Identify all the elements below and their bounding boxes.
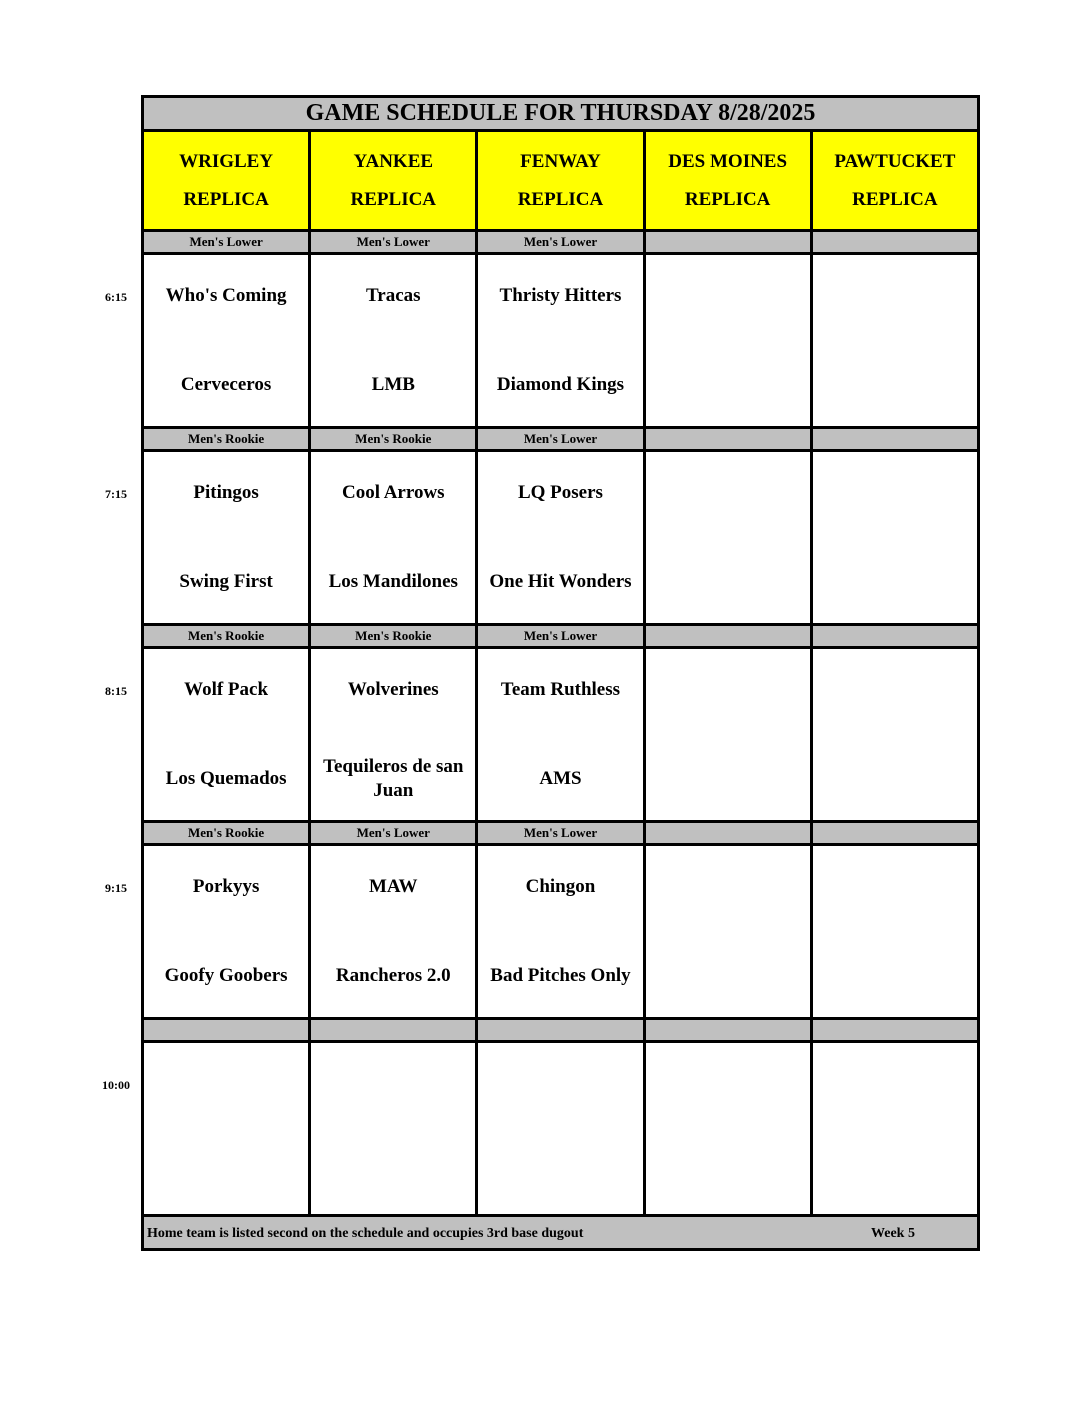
away-team xyxy=(478,1043,642,1126)
home-team xyxy=(813,1126,977,1215)
away-team xyxy=(813,1043,977,1126)
away-team xyxy=(646,452,810,535)
away-team: Tracas xyxy=(366,285,421,307)
away-team xyxy=(813,452,977,535)
division-label: Men's Rookie xyxy=(310,625,477,648)
game-cell xyxy=(477,648,644,822)
division-row xyxy=(143,1019,979,1042)
game-cell xyxy=(143,451,310,625)
time-slot-label: 7:15 xyxy=(105,487,127,501)
field-header xyxy=(310,131,477,231)
game-cell xyxy=(310,451,477,625)
time-slot-label: 8:15 xyxy=(105,684,127,698)
game-row xyxy=(143,451,979,625)
division-label xyxy=(644,428,811,451)
field-name: PAWTUCKET xyxy=(834,150,956,172)
division-label xyxy=(644,231,811,254)
away-team xyxy=(813,255,977,338)
home-team: Los Quemados xyxy=(165,767,287,789)
division-label xyxy=(644,625,811,648)
game-cell xyxy=(477,845,644,1019)
matchup xyxy=(478,255,642,426)
field-subname: REPLICA xyxy=(684,188,771,210)
away-team: Porkyys xyxy=(192,876,260,898)
footer-row xyxy=(143,1216,979,1250)
away-team xyxy=(144,1043,308,1126)
away-team: Pitingos xyxy=(193,482,259,504)
matchup xyxy=(646,255,810,426)
matchup xyxy=(144,1043,308,1214)
game-cell xyxy=(644,845,811,1019)
time-slot-label: 9:15 xyxy=(105,881,127,895)
matchup xyxy=(813,452,977,623)
game-cell xyxy=(477,451,644,625)
division-label xyxy=(811,428,978,451)
division-label xyxy=(811,822,978,845)
game-cell xyxy=(310,254,477,428)
home-team: AMS xyxy=(539,767,582,789)
home-team: Swing First xyxy=(179,570,273,592)
away-team: Wolverines xyxy=(347,679,439,701)
title-row xyxy=(143,97,979,131)
away-team: Cool Arrows xyxy=(342,482,445,504)
field-name: DES MOINES xyxy=(668,150,788,172)
matchup xyxy=(311,255,475,426)
game-cell xyxy=(644,1042,811,1216)
division-label: Men's Lower xyxy=(310,231,477,254)
home-team: Rancheros 2.0 xyxy=(335,964,451,986)
matchup xyxy=(813,846,977,1017)
game-cell xyxy=(143,1042,310,1216)
away-team: MAW xyxy=(369,876,418,898)
field-header xyxy=(143,131,310,231)
home-team xyxy=(646,732,810,821)
home-team: Diamond Kings xyxy=(496,373,625,395)
matchup xyxy=(646,452,810,623)
matchup xyxy=(311,649,475,820)
game-cell xyxy=(310,845,477,1019)
game-cell xyxy=(811,648,978,822)
matchup xyxy=(813,255,977,426)
game-cell xyxy=(477,1042,644,1216)
matchup xyxy=(311,1043,475,1214)
division-label: Men's Lower xyxy=(143,231,310,254)
game-cell xyxy=(644,451,811,625)
home-team xyxy=(646,535,810,624)
division-label xyxy=(811,231,978,254)
division-label xyxy=(477,1019,644,1042)
division-label xyxy=(143,1019,310,1042)
matchup xyxy=(144,452,308,623)
home-team: Los Mandilones xyxy=(328,570,458,592)
game-cell xyxy=(310,1042,477,1216)
field-name: FENWAY xyxy=(520,150,601,172)
matchup xyxy=(311,452,475,623)
home-team xyxy=(478,1126,642,1215)
home-team xyxy=(646,1126,810,1215)
game-row xyxy=(143,254,979,428)
away-team xyxy=(646,255,810,338)
home-team: Bad Pitches Only xyxy=(490,964,631,986)
field-name: YANKEE xyxy=(353,150,434,172)
matchup xyxy=(478,649,642,820)
time-slot-label: 6:15 xyxy=(105,290,127,304)
game-cell xyxy=(143,845,310,1019)
matchup xyxy=(144,846,308,1017)
division-row xyxy=(143,625,979,648)
field-subname: REPLICA xyxy=(517,188,604,210)
matchup xyxy=(478,452,642,623)
division-label: Men's Lower xyxy=(477,231,644,254)
division-label: Men's Lower xyxy=(477,625,644,648)
home-team: LMB xyxy=(371,373,415,395)
game-cell xyxy=(811,1042,978,1216)
field-header xyxy=(644,131,811,231)
game-row xyxy=(143,1042,979,1216)
game-cell xyxy=(644,254,811,428)
game-cell xyxy=(143,254,310,428)
home-team xyxy=(144,1126,308,1215)
matchup xyxy=(144,649,308,820)
field-name: WRIGLEY xyxy=(179,150,274,172)
away-team: LQ Posers xyxy=(517,482,603,504)
time-slot-label: 10:00 xyxy=(102,1078,130,1092)
footer-note: Home team is listed second on the schedule and occupies 3rd base dugout xyxy=(147,1226,584,1241)
matchup xyxy=(478,846,642,1017)
division-row xyxy=(143,822,979,845)
game-row xyxy=(143,845,979,1019)
matchup xyxy=(646,649,810,820)
field-header xyxy=(477,131,644,231)
home-team: One Hit Wonders xyxy=(489,570,632,592)
division-label: Men's Rookie xyxy=(143,822,310,845)
away-team: Chingon xyxy=(525,876,596,898)
game-cell xyxy=(811,845,978,1019)
matchup xyxy=(311,846,475,1017)
away-team xyxy=(646,846,810,929)
game-cell xyxy=(811,254,978,428)
division-label xyxy=(644,822,811,845)
schedule-table xyxy=(141,95,980,1251)
division-label: Men's Lower xyxy=(477,822,644,845)
division-label: Men's Lower xyxy=(477,428,644,451)
away-team: Team Ruthless xyxy=(500,679,621,701)
away-team: Who's Coming xyxy=(165,285,287,307)
away-team xyxy=(311,1043,475,1126)
division-label xyxy=(310,1019,477,1042)
game-cell xyxy=(477,254,644,428)
schedule-sheet xyxy=(141,95,980,1251)
schedule-title: GAME SCHEDULE FOR THURSDAY 8/28/2025 xyxy=(143,97,979,131)
field-subname: REPLICA xyxy=(350,188,437,210)
game-cell xyxy=(644,648,811,822)
matchup xyxy=(144,255,308,426)
home-team xyxy=(646,929,810,1018)
home-team: Tequileros de san Juan xyxy=(323,755,464,801)
matchup xyxy=(813,1043,977,1214)
week-label: Week 5 xyxy=(871,1226,915,1241)
matchup xyxy=(478,1043,642,1214)
division-label xyxy=(811,625,978,648)
division-label: Men's Rookie xyxy=(143,625,310,648)
home-team xyxy=(813,338,977,427)
home-team xyxy=(813,732,977,821)
away-team xyxy=(646,1043,810,1126)
game-cell xyxy=(310,648,477,822)
division-row xyxy=(143,428,979,451)
footer xyxy=(143,1216,979,1250)
field-header-row xyxy=(143,131,979,231)
home-team xyxy=(813,929,977,1018)
game-cell xyxy=(811,451,978,625)
home-team xyxy=(813,535,977,624)
away-team: Wolf Pack xyxy=(184,679,269,701)
field-subname: REPLICA xyxy=(852,188,938,210)
away-team xyxy=(813,846,977,929)
division-label xyxy=(644,1019,811,1042)
away-team xyxy=(646,649,810,732)
home-team xyxy=(646,338,810,427)
matchup xyxy=(646,1043,810,1214)
field-subname: REPLICA xyxy=(183,188,269,210)
matchup xyxy=(646,846,810,1017)
home-team: Goofy Goobers xyxy=(164,964,288,986)
away-team xyxy=(813,649,977,732)
matchup xyxy=(813,649,977,820)
home-team xyxy=(311,1126,475,1215)
division-row xyxy=(143,231,979,254)
away-team: Thristy Hitters xyxy=(499,285,622,307)
field-header xyxy=(811,131,978,231)
game-cell xyxy=(143,648,310,822)
division-label xyxy=(811,1019,978,1042)
division-label: Men's Rookie xyxy=(310,428,477,451)
home-team: Cerveceros xyxy=(180,373,272,395)
game-row xyxy=(143,648,979,822)
division-label: Men's Rookie xyxy=(143,428,310,451)
division-label: Men's Lower xyxy=(310,822,477,845)
